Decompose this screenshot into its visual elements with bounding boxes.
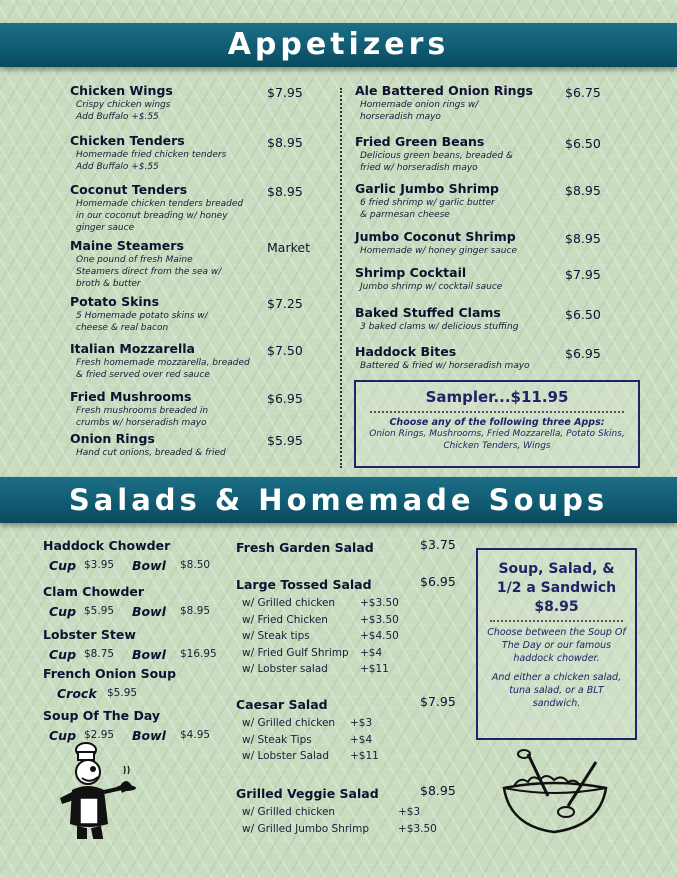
item-description: One pound of fresh Maine [76,255,193,265]
item-name: Fried Mushrooms [70,389,192,404]
combo-title: 1/2 a Sandwich [496,580,617,596]
item-description: cheese & real bacon [76,323,169,333]
item-price: $8.95 [267,135,303,150]
item-name: Fried Green Beans [355,134,485,149]
item-price: Market [267,240,310,255]
item-price: $6.95 [565,346,601,361]
soup-name: French Onion Soup [43,666,177,681]
bowl-price: $16.95 [180,648,217,660]
item-price: $7.95 [565,267,601,282]
addon-label: w/ Steak Tips [242,733,312,746]
item-price: $6.50 [565,307,601,322]
item-price: $7.50 [267,343,303,358]
salad-price: $8.95 [420,783,456,798]
bowl-price: $4.95 [180,729,211,741]
item-name: Ale Battered Onion Rings [355,83,533,98]
cup-price: $5.95 [84,605,115,617]
addon-label: w/ Grilled chicken [242,597,336,609]
item-description: horseradish mayo [360,112,441,122]
item-description: Fresh mushrooms breaded in [76,406,209,416]
item-price: $8.95 [565,183,601,198]
soup-name: Soup Of The Day [43,708,161,723]
salad-price: $3.75 [420,537,456,552]
item-description: Battered & fried w/ horseradish mayo [360,361,530,371]
addon-label: w/ Lobster Salad [242,750,330,763]
addon-price: +$4 [350,733,373,746]
cup-price: $3.95 [84,559,115,571]
combo-text: And either a chicken salad, [491,672,622,683]
combo-text: Choose between the Soup Of [487,627,626,638]
cup-label: Cup [49,558,77,573]
item-description: fried w/ horseradish mayo [360,163,478,173]
salad-name: Grilled Veggie Salad [236,786,379,801]
cup-price: $8.75 [84,648,115,660]
item-description: Homemade onion rings w/ [360,100,479,110]
addon-price: +$11 [350,750,379,763]
item-description: Hand cut onions, breaded & fried [76,448,226,458]
item-name: Onion Rings [70,431,155,446]
addon-label: w/ Fried Chicken [242,613,328,626]
sampler-divider [370,411,624,413]
item-description: 3 baked clams w/ delicious stuffing [360,322,519,332]
cup-label: Cup [49,728,77,743]
salads-soups-banner: Salads & Homemade Soups [0,477,677,523]
salad-price: $7.95 [420,694,456,709]
addon-price: +$11 [360,663,389,676]
item-price: $7.25 [267,296,303,311]
sampler-title: Sampler...$11.95 [425,388,569,406]
addon-label: w/ Grilled chicken [242,806,336,818]
appetizers-banner: Appetizers [0,23,677,67]
item-description: crumbs w/ horseradish mayo [76,418,207,428]
bowl-label: Bowl [132,728,166,743]
item-description: & fried served over red sauce [76,370,210,380]
item-description: broth & butter [76,279,141,289]
item-name: Baked Stuffed Clams [355,305,501,320]
crock-price: $5.95 [107,687,138,699]
combo-box [476,548,637,740]
salad-name: Caesar Salad [236,697,328,712]
combo-text: sandwich. [532,698,581,709]
salad-name: Fresh Garden Salad [236,540,374,555]
cup-label: Cup [49,604,77,619]
sampler-line: Chicken Tenders, Wings [443,441,551,451]
bowl-label: Bowl [132,647,166,662]
item-description: Fresh homemade mozzarella, breaded [76,358,250,368]
item-name: Maine Steamers [70,238,184,253]
item-description: Homemade w/ honey ginger sauce [360,246,517,256]
item-name: Garlic Jumbo Shrimp [355,181,499,196]
item-description: Delicious green beans, breaded & [360,151,513,161]
item-price: $6.50 [565,136,601,151]
item-name: Potato Skins [70,294,160,309]
item-name: Chicken Wings [70,83,173,98]
addon-price: +$3 [350,717,373,729]
item-description: Add Buffalo +$.55 [76,162,159,172]
item-price: $6.75 [565,85,601,100]
item-description: ginger sauce [76,223,135,233]
salad-name: Large Tossed Salad [236,577,372,592]
combo-title: Soup, Salad, & [498,561,615,577]
sampler-line: Onion Rings, Mushrooms, Fried Mozzarella, Potato Skins, [369,429,625,439]
addon-label: w/ Fried Gulf Shrimp [242,646,349,659]
item-description: 5 Homemade potato skins w/ [76,311,208,321]
item-name: Italian Mozzarella [70,341,195,356]
addon-price: +$3.50 [398,822,437,835]
item-description: & parmesan cheese [360,210,450,220]
item-name: Jumbo Coconut Shrimp [355,229,516,244]
addon-label: w/ Steak tips [242,630,310,643]
sampler-subtitle: Choose any of the following three Apps: [389,417,605,428]
cup-price: $2.95 [84,729,115,741]
chef-icon [58,742,142,842]
salad-bowl-icon [496,748,614,838]
item-description: Homemade fried chicken tenders [76,150,227,160]
addon-price: +$4.50 [360,630,399,643]
soup-name: Clam Chowder [43,584,145,599]
item-name: Coconut Tenders [70,182,188,197]
addon-price: +$3.50 [360,613,399,626]
bowl-label: Bowl [132,558,166,573]
item-name: Chicken Tenders [70,133,185,148]
combo-text: tuna salad, or a BLT [509,685,604,696]
addon-price: +$4 [360,646,383,659]
addon-label: w/ Lobster salad [242,663,328,676]
soup-name: Haddock Chowder [43,538,171,553]
bowl-price: $8.95 [180,605,211,617]
item-description: Steamers direct from the sea w/ [76,267,222,277]
item-price: $8.95 [267,184,303,199]
item-description: Jumbo shrimp w/ cocktail sauce [360,282,503,292]
item-description: Homemade chicken tenders breaded [76,199,244,209]
bowl-price: $8.50 [180,559,211,571]
addon-label: w/ Grilled chicken [242,717,336,729]
bowl-label: Bowl [132,604,166,619]
salad-price: $6.95 [420,574,456,589]
item-description: Crispy chicken wings [76,100,171,110]
soup-name: Lobster Stew [43,627,136,642]
item-name: Shrimp Cocktail [355,265,467,280]
item-description: in our coconut breading w/ honey [76,211,228,221]
cup-label: Cup [49,647,77,662]
sampler-box [354,380,640,468]
item-price: $8.95 [565,231,601,246]
addon-label: w/ Grilled Jumbo Shrimp [242,822,369,835]
combo-text: haddock chowder. [513,653,600,664]
item-price: $6.95 [267,391,303,406]
combo-text: The Day or our famous [501,640,612,651]
addon-price: +$3.50 [360,597,399,609]
item-description: 6 fried shrimp w/ garlic butter [360,198,495,208]
crock-label: Crock [57,686,97,701]
item-description: Add Buffalo +$.55 [76,112,159,122]
combo-divider [490,620,623,622]
combo-price: $8.95 [534,599,579,615]
item-price: $5.95 [267,433,303,448]
column-divider [340,88,342,468]
item-price: $7.95 [267,85,303,100]
addon-price: +$3 [398,806,421,818]
item-name: Haddock Bites [355,344,457,359]
